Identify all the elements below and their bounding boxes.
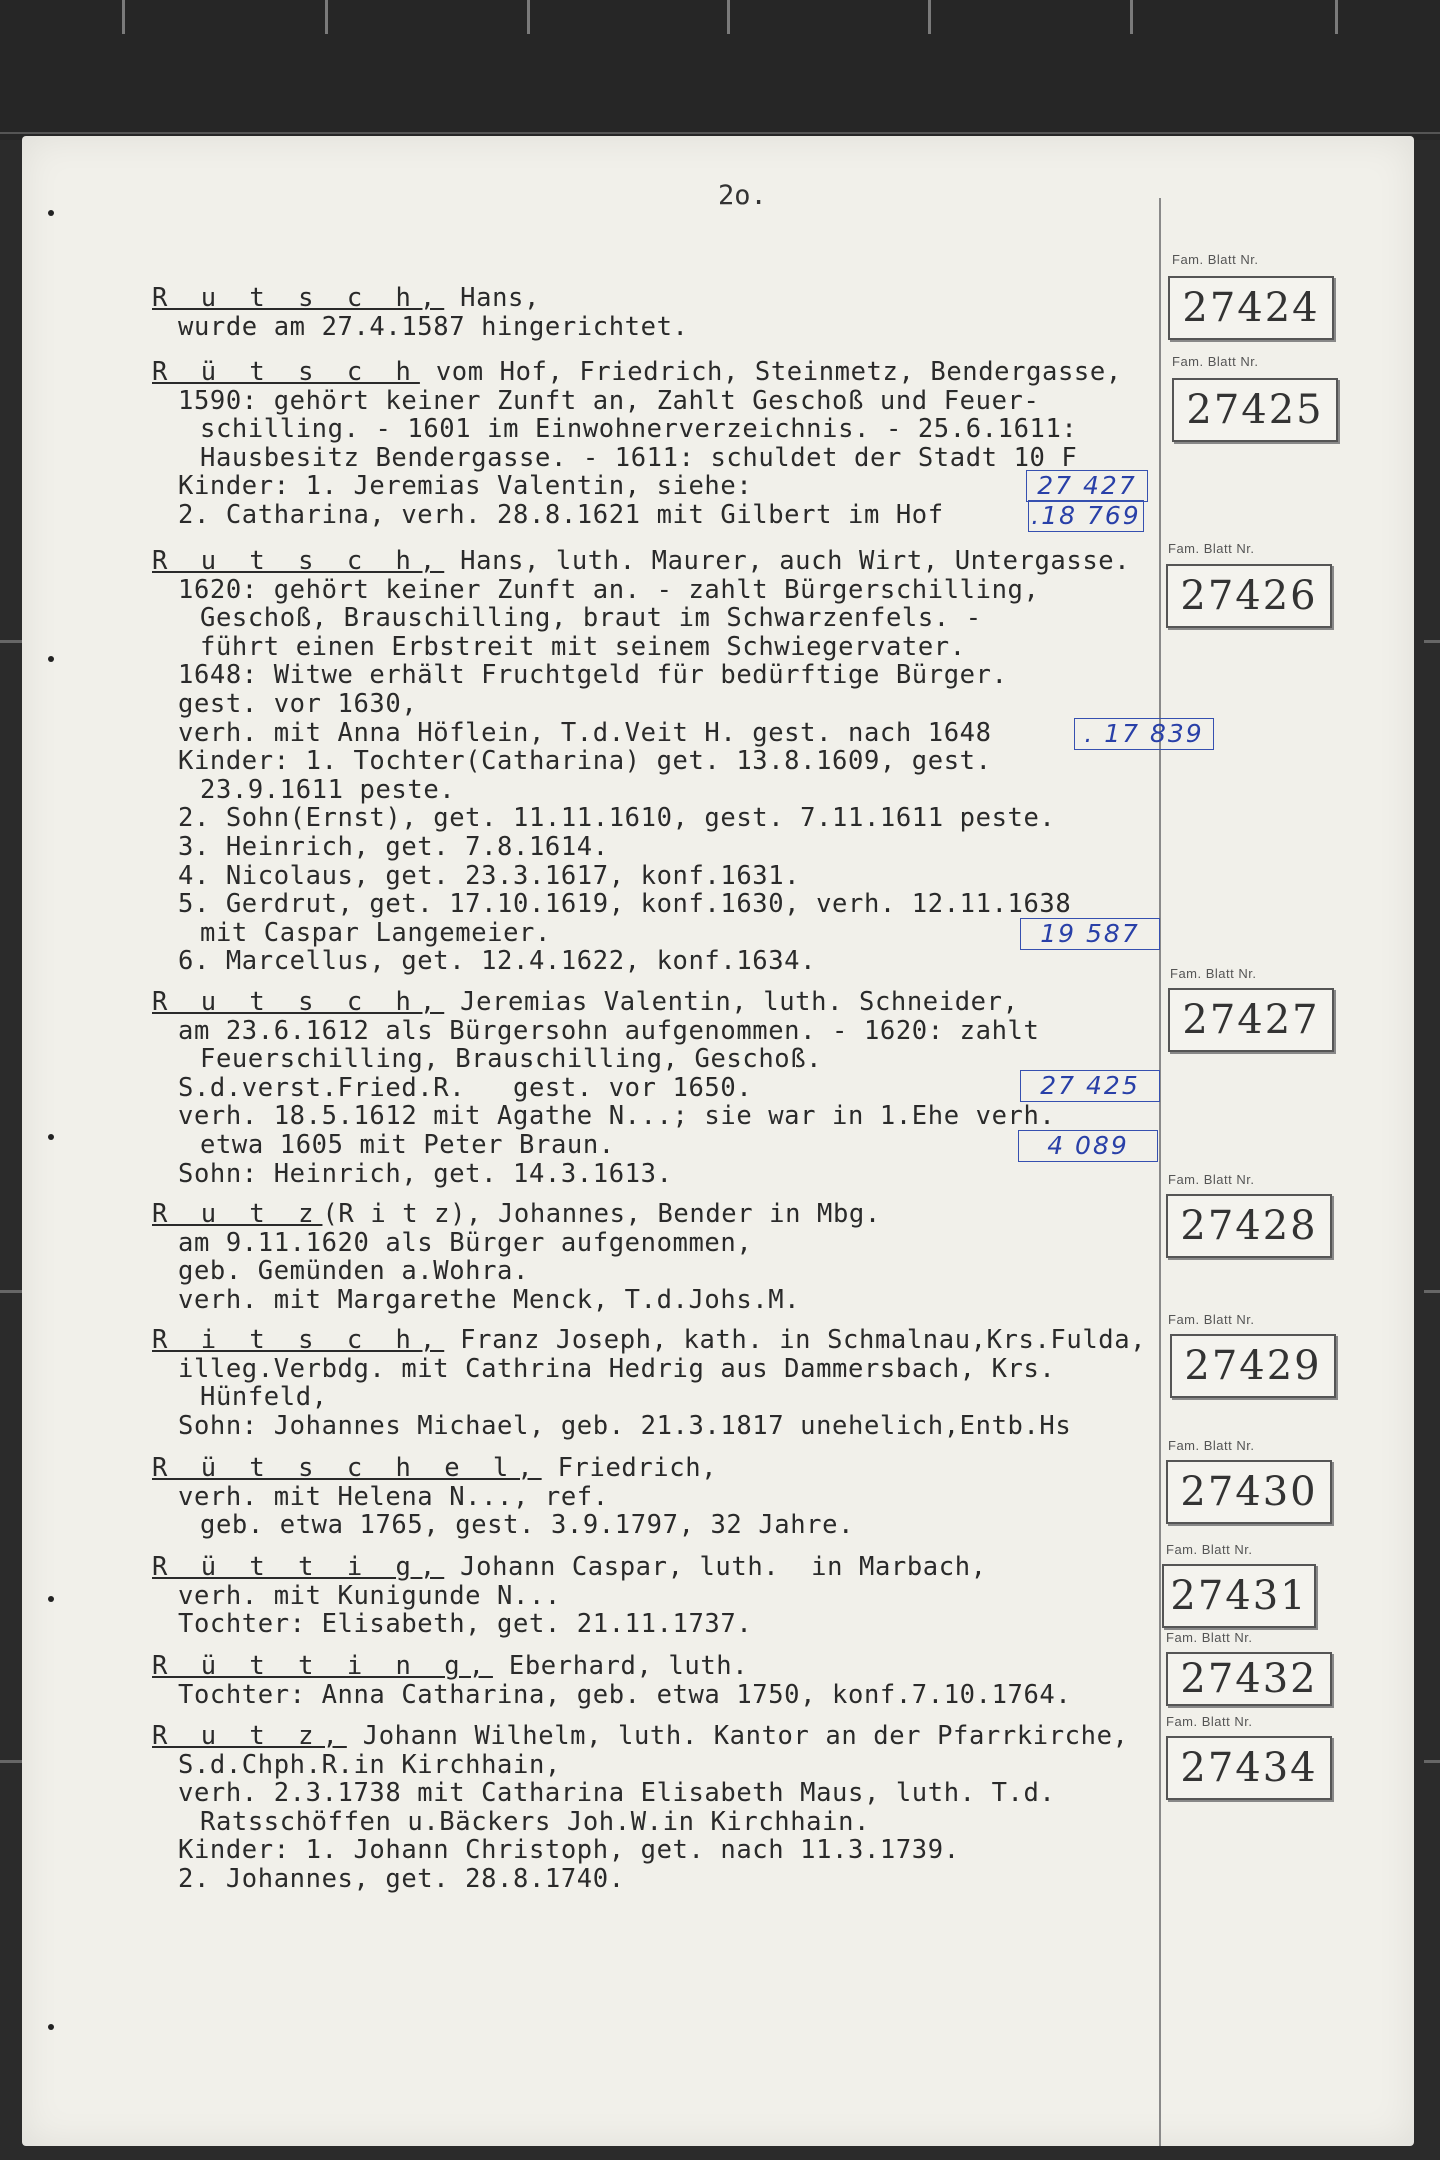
entry-text: Friedrich, [541, 1453, 718, 1483]
entry-surname: R u t z [152, 1199, 323, 1229]
entry-text: Ratsschöffen u.Bäckers Joh.W.in Kirchhain. [200, 1806, 870, 1837]
entry-surname: R u t s c h, [152, 283, 445, 313]
handwritten-reference: 4 089 [1018, 1130, 1158, 1162]
entry-text: Tochter: Anna Catharina, geb. etwa 1750, konf.7.10.1764. [178, 1679, 1072, 1710]
entry-text: Eberhard, luth. [492, 1651, 749, 1681]
card-label: Fam. Blatt Nr. [1168, 541, 1255, 556]
entry-text: Johann Caspar, luth. in Marbach, [444, 1552, 987, 1582]
entry-text-line [152, 1017, 1172, 1046]
entry-surname: R ü t s c h e l, [152, 1453, 542, 1483]
entry-text-line [152, 661, 1172, 690]
film-tick [122, 0, 125, 34]
entry-text-line [152, 833, 1172, 862]
entry-text-line [152, 576, 1172, 605]
entry-text-line [152, 1610, 1172, 1639]
entry-surname: R ü t t i n g, [152, 1651, 493, 1681]
entry-text: 2. Johannes, get. 28.8.1740. [178, 1863, 625, 1894]
entry-text: verh. mit Margarethe Menck, T.d.Johs.M. [178, 1284, 801, 1315]
entry-text: mit Caspar Langemeier. [200, 917, 551, 948]
entry-ruettig-caspar [152, 1553, 1172, 1639]
entry-text-line [152, 633, 1172, 662]
entry-text-line [152, 1779, 1172, 1808]
entry-text: verh. 18.5.1612 mit Agathe N...; sie war in 1.Ehe verh. [178, 1101, 1056, 1132]
entry-text: Franz Joseph, kath. in Schmalnau,Krs.Fulda, [444, 1325, 1147, 1355]
entry-text-line [152, 1865, 1172, 1894]
entry-text: am 23.6.1612 als Bürgersohn aufgenommen. - 1620: zahlt [178, 1015, 1040, 1046]
entry-text-line [152, 804, 1172, 833]
page-number: 2o. [718, 180, 767, 211]
entry-text: schilling. - 1601 im Einwohnerverzeichnis. - 25.6.1611: [200, 414, 1078, 445]
entry-text: Hünfeld, [200, 1382, 328, 1413]
entry-text: am 9.11.1620 als Bürger aufgenommen, [178, 1227, 753, 1258]
film-border-top [0, 0, 1440, 140]
punch-dot [48, 2024, 54, 2030]
entry-text: vom Hof, Friedrich, Steinmetz, Bendergasse, [419, 357, 1122, 387]
entry-text-line [152, 1681, 1172, 1710]
entry-text: verh. mit Anna Höflein, T.d.Veit H. gest. nach 1648 [178, 717, 992, 748]
entry-heading-line [152, 1454, 1172, 1483]
card-label: Fam. Blatt Nr. [1168, 1312, 1255, 1327]
entry-text: S.d.Chph.R.in Kirchhain, [178, 1749, 561, 1780]
entry-text: geb. etwa 1765, gest. 3.9.1797, 32 Jahre. [200, 1510, 855, 1541]
film-mark [0, 640, 22, 643]
punch-dot [48, 1134, 54, 1140]
card-label: Fam. Blatt Nr. [1172, 252, 1259, 267]
family-sheet-number: 27426 [1166, 564, 1332, 628]
card-label: Fam. Blatt Nr. [1166, 1542, 1253, 1557]
family-sheet-number: 27425 [1172, 378, 1338, 442]
entry-heading-line [152, 1200, 1172, 1229]
entry-heading-line [152, 1652, 1172, 1681]
film-mark [1424, 1760, 1440, 1763]
entry-text: Sohn: Heinrich, get. 14.3.1613. [178, 1158, 673, 1189]
entry-text: gest. vor 1630, [178, 688, 418, 719]
entry-heading-line [152, 358, 1172, 387]
entry-text-line [152, 1355, 1172, 1384]
family-sheet-number: 27430 [1166, 1460, 1332, 1524]
entry-text: S.d.verst.Fried.R. gest. vor 1650. [178, 1072, 753, 1103]
entry-ruetschel-friedrich [152, 1454, 1172, 1540]
family-sheet-number: 27427 [1168, 988, 1334, 1052]
entry-heading-line [152, 284, 1172, 313]
entry-text: verh. 2.3.1738 mit Catharina Elisabeth Maus, luth. T.d. [178, 1778, 1056, 1809]
film-mark [0, 1290, 22, 1293]
family-sheet-number: 27429 [1170, 1334, 1336, 1398]
entry-text-line [152, 1808, 1172, 1837]
entry-text: illeg.Verbdg. mit Cathrina Hedrig aus Dammersbach, Krs. [178, 1353, 1056, 1384]
entry-text-line [152, 1383, 1172, 1412]
entry-ruetsch-friedrich [152, 358, 1172, 530]
entry-text: 2. Sohn(Ernst), get. 11.11.1610, gest. 7.11.1611 peste. [178, 803, 1056, 834]
entry-heading-line [152, 547, 1172, 576]
entry-text-line [152, 1045, 1172, 1074]
entry-text-line [152, 501, 1172, 530]
entry-text-line [152, 1751, 1172, 1780]
card-label: Fam. Blatt Nr. [1168, 1172, 1255, 1187]
entry-surname: R u t s c h, [152, 987, 445, 1017]
entry-text-line [152, 1074, 1172, 1103]
entry-text: Kinder: 1. Jeremias Valentin, siehe: [178, 471, 753, 502]
entry-heading-line [152, 1326, 1172, 1355]
family-sheet-number: 27434 [1166, 1736, 1332, 1800]
entry-text-line [152, 719, 1172, 748]
entry-text-line [152, 690, 1172, 719]
entry-text: Kinder: 1. Johann Christoph, get. nach 11.3.1739. [178, 1835, 960, 1866]
film-tick [325, 0, 328, 34]
entry-rutz-johannes [152, 1200, 1172, 1314]
entry-text: 1620: gehört keiner Zunft an. - zahlt Bürgerschilling, [178, 574, 1040, 605]
entry-text: verh. mit Helena N..., ref. [178, 1481, 609, 1512]
entry-text: 5. Gerdrut, get. 17.10.1619, konf.1630, verh. 12.11.1638 [178, 889, 1072, 920]
entry-text-line [152, 313, 1172, 342]
entry-text-line [152, 1582, 1172, 1611]
film-mark [1424, 1290, 1440, 1293]
entry-text: Kinder: 1. Tochter(Catharina) get. 13.8.1609, gest. [178, 746, 992, 777]
entry-surname: R i t s c h, [152, 1325, 445, 1355]
entry-text-line [152, 1483, 1172, 1512]
entry-heading-line [152, 1722, 1172, 1751]
handwritten-reference: 27 427 [1026, 470, 1148, 502]
film-mark [1424, 640, 1440, 643]
entry-text-line [152, 1412, 1172, 1441]
entry-rutsch-hans [152, 284, 1172, 341]
entry-text-line [152, 747, 1172, 776]
entry-text: (R i t z), Johannes, Bender in Mbg. [322, 1199, 881, 1229]
entry-text: 1590: gehört keiner Zunft an, Zahlt Geschoß und Feuer- [178, 385, 1040, 416]
entry-text-line [152, 862, 1172, 891]
handwritten-reference: .18 769 [1028, 500, 1144, 532]
entry-text-line [152, 604, 1172, 633]
entry-text-line [152, 387, 1172, 416]
entry-heading-line [152, 1553, 1172, 1582]
entry-text: 2. Catharina, verh. 28.8.1621 mit Gilbert im Hof [178, 499, 944, 530]
entry-surname: R ü t s c h [152, 357, 420, 387]
card-label: Fam. Blatt Nr. [1172, 354, 1259, 369]
entry-text-line [152, 776, 1172, 805]
film-line [0, 132, 1440, 134]
film-tick [928, 0, 931, 34]
entry-text-line [152, 1102, 1172, 1131]
handwritten-reference: . 17 839 [1074, 718, 1214, 750]
family-sheet-number: 27428 [1166, 1194, 1332, 1258]
film-mark [0, 1760, 22, 1763]
entry-text: wurde am 27.4.1587 hingerichtet. [178, 311, 689, 342]
entry-text: Geschoß, Brauschilling, braut im Schwarzenfels. - [200, 603, 982, 634]
entry-text: Jeremias Valentin, luth. Schneider, [444, 987, 1019, 1017]
entry-text-line [152, 444, 1172, 473]
entry-surname: R u t z, [152, 1721, 347, 1751]
entry-text: etwa 1605 mit Peter Braun. [200, 1129, 615, 1160]
family-sheet-number: 27424 [1168, 276, 1334, 340]
entry-text: Sohn: Johannes Michael, geb. 21.3.1817 unehelich,Entb.Hs [178, 1410, 1072, 1441]
family-sheet-number: 27432 [1166, 1652, 1332, 1706]
entry-text: Hausbesitz Bendergasse. - 1611: schuldet der Stadt 10 F [200, 442, 1078, 473]
entry-text: 3. Heinrich, get. 7.8.1614. [178, 831, 609, 862]
family-sheet-number: 27431 [1162, 1564, 1316, 1628]
entry-text-line [152, 1160, 1172, 1189]
punch-dot [48, 1596, 54, 1602]
entry-text: 4. Nicolaus, get. 23.3.1617, konf.1631. [178, 860, 801, 891]
entry-text: führt einen Erbstreit mit seinem Schwiegervater. [200, 631, 966, 662]
film-tick [1335, 0, 1338, 34]
entry-text-line [152, 947, 1172, 976]
card-label: Fam. Blatt Nr. [1170, 966, 1257, 981]
entry-text: Hans, luth. Maurer, auch Wirt, Untergasse. [444, 546, 1131, 576]
entry-text-line [152, 415, 1172, 444]
entry-text-line [152, 472, 1172, 501]
entry-heading-line [152, 988, 1172, 1017]
film-tick [527, 0, 530, 34]
entry-text: verh. mit Kunigunde N... [178, 1580, 561, 1611]
entry-text: 6. Marcellus, get. 12.4.1622, konf.1634. [178, 946, 817, 977]
entry-text: 23.9.1611 peste. [200, 774, 456, 805]
entry-ritsch-franz [152, 1326, 1172, 1440]
card-label: Fam. Blatt Nr. [1168, 1438, 1255, 1453]
entry-text: Feuerschilling, Brauschilling, Geschoß. [200, 1044, 823, 1075]
entry-text-line [152, 1286, 1172, 1315]
entry-text-line [152, 1836, 1172, 1865]
entry-rutsch-hans-maurer [152, 547, 1172, 976]
entry-text-line [152, 919, 1172, 948]
document-page [22, 136, 1414, 2146]
card-label: Fam. Blatt Nr. [1166, 1630, 1253, 1645]
entry-text-line [152, 1257, 1172, 1286]
punch-dot [48, 210, 54, 216]
entry-text: 1648: Witwe erhält Fruchtgeld für bedürftige Bürger. [178, 660, 1008, 691]
entry-text-line [152, 1229, 1172, 1258]
handwritten-reference: 27 425 [1020, 1070, 1160, 1102]
entry-surname: R u t s c h, [152, 546, 445, 576]
entry-ruetting-eberhard [152, 1652, 1172, 1709]
film-tick [1130, 0, 1133, 34]
entry-text: Hans, [444, 283, 540, 313]
entry-text: geb. Gemünden a.Wohra. [178, 1256, 529, 1287]
entry-rutz-wilhelm [152, 1722, 1172, 1894]
film-tick [727, 0, 730, 34]
entry-surname: R ü t t i g, [152, 1552, 445, 1582]
entry-text-line [152, 890, 1172, 919]
handwritten-reference: 19 587 [1020, 918, 1160, 950]
entry-text: Johann Wilhelm, luth. Kantor an der Pfarrkirche, [346, 1721, 1129, 1751]
card-label: Fam. Blatt Nr. [1166, 1714, 1253, 1729]
punch-dot [48, 656, 54, 662]
entry-text-line [152, 1511, 1172, 1540]
entry-text: Tochter: Elisabeth, get. 21.11.1737. [178, 1609, 753, 1640]
